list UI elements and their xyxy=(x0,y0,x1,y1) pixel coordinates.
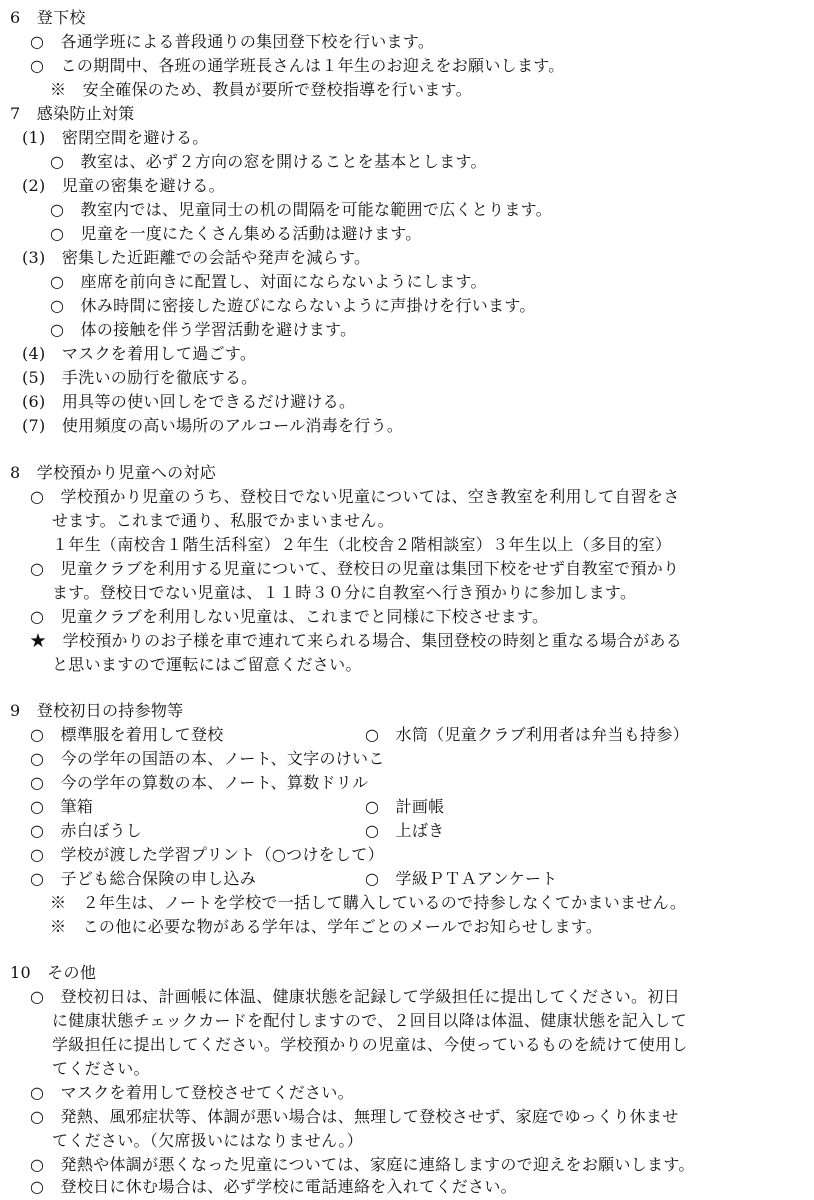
s6-item: ○ この期間中、各班の通学班長さんは１年生のお迎えをお願いします。 xyxy=(30,56,565,75)
s7-subheading: (2) 児童の密集を避ける。 xyxy=(22,176,225,195)
s10-item-cont: に健康状態チェックカードを配付しますので、２回目以降は体温、健康状態を記入して xyxy=(52,1011,687,1030)
section-7-heading: 7 感染防止対策 xyxy=(10,104,135,123)
s6-note: ※ 安全確保のため、教員が要所で登校指導を行います。 xyxy=(50,80,472,99)
s8-star-item: ★ 学校預かりのお子様を車で連れて来られる場合、集団登校の時刻と重なる場合がある xyxy=(30,631,683,650)
s9-item: ○ 筆箱 xyxy=(30,797,94,816)
s9-row xyxy=(30,845,790,865)
s8-rooms: １年生（南校舎１階生活科室）２年生（北校舎２階相談室）３年生以上（多目的室） xyxy=(52,535,672,554)
section-8-heading: 8 学校預かり児童への対応 xyxy=(10,463,217,482)
s9-row xyxy=(30,749,790,769)
s9-row xyxy=(30,797,790,817)
s9-item: ○ 学級ＰＴＡアンケート xyxy=(365,869,558,888)
s9-item: ○ 子ども総合保険の申し込み xyxy=(30,869,257,888)
s10-item: ○ マスクを着用して登校させてください。 xyxy=(30,1083,354,1102)
s8-item-cont: ます。登校日でない児童は、１１時３０分に自教室へ行き預かりに参加します。 xyxy=(52,583,637,602)
s8-item-cont: と思いますので運転にはご留意ください。 xyxy=(52,655,362,674)
s10-item-cont: てください。（欠席扱いにはなりません。） xyxy=(52,1131,363,1150)
s9-item: ○ 標準服を着用して登校 xyxy=(30,725,224,744)
s7-item: ○ 教室内では、児童同士の机の間隔を可能な範囲で広くとります。 xyxy=(50,200,552,219)
s8-item-cont: せます。これまで通り、私服でかまいません。 xyxy=(52,511,394,530)
s8-item: ○ 児童クラブを利用する児童について、登校日の児童は集団下校をせず自教室で預かり xyxy=(30,559,680,578)
s7-subheading: (5) 手洗いの励行を徹底する。 xyxy=(22,368,258,387)
s7-item: ○ 座席を前向きに配置し、対面にならないようにします。 xyxy=(50,272,487,291)
s7-subheading: (1) 密閉空間を避ける。 xyxy=(22,128,209,147)
s9-item: ○ 計画帳 xyxy=(365,797,445,816)
s10-item: ○ 登校日に休む場合は、必ず学校に電話連絡を入れてください。 xyxy=(30,1177,517,1196)
s9-item: ○ 赤白ぼうし xyxy=(30,821,143,840)
section-6-heading: 6 登下校 xyxy=(10,8,86,27)
s10-item-cont: 学級担任に提出してください。学校預かりの児童は、今使っているものを続けて使用し xyxy=(52,1035,688,1054)
s9-row xyxy=(30,725,790,745)
s9-note: ※ ２年生は、ノートを学校で一括して購入しているので持参しなくてかまいません。 xyxy=(50,893,687,912)
s6-item: ○ 各通学班による普段通りの集団登下校を行います。 xyxy=(30,32,435,51)
s9-item: ○ 今の学年の算数の本、ノート、算数ドリル xyxy=(30,773,369,792)
s7-subheading: (4) マスクを着用して過ごす。 xyxy=(22,344,257,363)
s8-item: ○ 学校預かり児童のうち、登校日でない児童については、空き教室を利用して自習をさ xyxy=(30,487,680,506)
s10-item: ○ 発熱、風邪症状等、体調が悪い場合は、無理して登校させず、家庭でゆっくり休ませ xyxy=(30,1107,679,1126)
s9-item: ○ 今の学年の国語の本、ノート、文字のけいこ xyxy=(30,749,385,768)
s9-note: ※ この他に必要な物がある学年は、学年ごとのメールでお知らせします。 xyxy=(50,917,603,936)
s10-item: ○ 発熱や体調が悪くなった児童については、家庭に連絡しますので迎えをお願いします。 xyxy=(30,1155,695,1174)
s9-item: ○ 学校が渡した学習プリント（○つけをして） xyxy=(30,845,384,864)
s9-row xyxy=(30,869,790,889)
s7-subheading: (7) 使用頻度の高い場所のアルコール消毒を行う。 xyxy=(22,416,404,435)
s10-item-cont: てください。 xyxy=(52,1059,150,1078)
s8-item: ○ 児童クラブを利用しない児童は、これまでと同様に下校させます。 xyxy=(30,607,549,626)
s7-item: ○ 休み時間に密接した遊びにならないように声掛けを行います。 xyxy=(50,296,536,315)
s9-item: ○ 上ばき xyxy=(365,821,445,840)
s9-item: ○ 水筒（児童クラブ利用者は弁当も持参） xyxy=(365,725,689,744)
s7-item: ○ 体の接触を伴う学習活動を避けます。 xyxy=(50,320,357,339)
s7-item: ○ 児童を一度にたくさん集める活動は避けます。 xyxy=(50,224,422,243)
section-9-heading: 9 登校初日の持参物等 xyxy=(10,701,184,720)
s7-subheading: (6) 用具等の使い回しをできるだけ避ける。 xyxy=(22,392,356,411)
s9-row xyxy=(30,821,790,841)
s7-subheading: (3) 密集した近距離での会話や発声を減らす。 xyxy=(22,248,371,267)
s7-item: ○ 教室は、必ず２方向の窓を開けることを基本とします。 xyxy=(50,152,487,171)
s9-row xyxy=(30,773,790,793)
s10-item: ○ 登校初日は、計画帳に体温、健康状態を記録して学級担任に提出してください。初日 xyxy=(30,987,680,1006)
section-10-heading: 10 その他 xyxy=(10,963,97,982)
